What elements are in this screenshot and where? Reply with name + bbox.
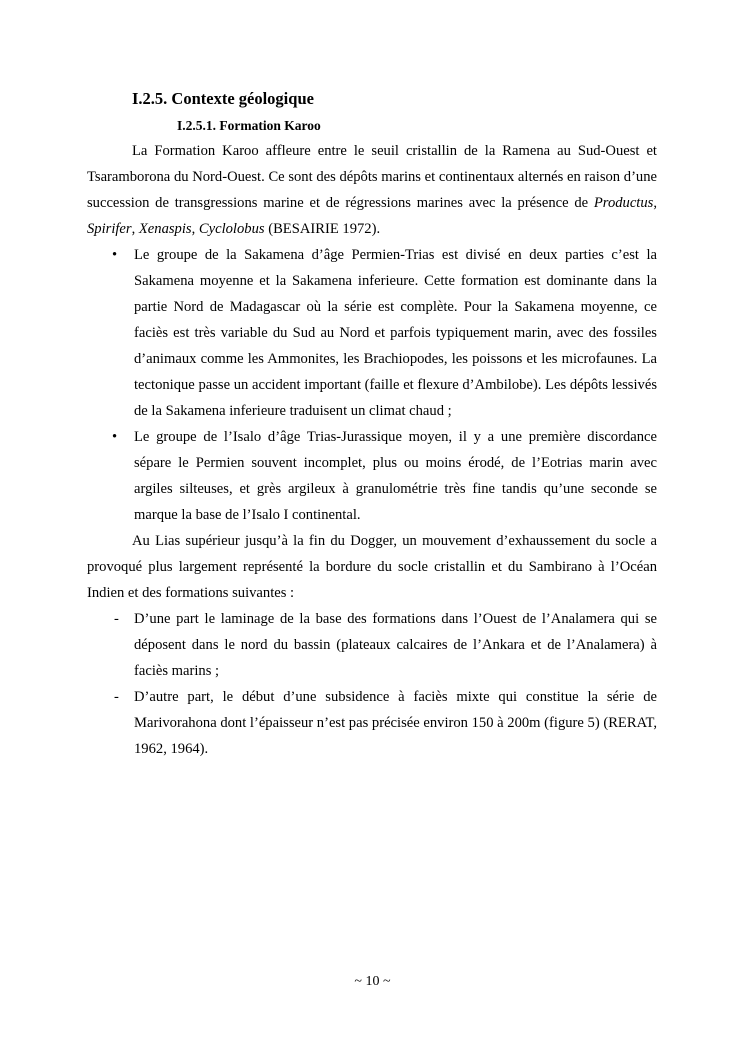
taxon-separator: ,	[191, 221, 199, 237]
taxon-xenaspis: Xenaspis	[138, 221, 192, 237]
taxon-cyclolobus: Cyclolobus	[198, 221, 265, 237]
list-item	[87, 684, 657, 762]
taxon-separator: ,	[653, 195, 657, 211]
taxon-productus: Productus	[593, 195, 654, 211]
lias-paragraph: Au Lias supérieur jusqu’à la fin du Dogger, un mouvement d’exhaussement du socle a provoqué plus largement représenté la bordure du socle cristallin et du Sambirano à l’Océan Indien et des formations suivantes :	[87, 533, 657, 601]
list-item	[87, 424, 657, 528]
list-item-text: D’autre part, le début d’une subsidence à faciès mixte qui constitue la série de Marivorahona dont l’épaisseur n’est pas précisée environ 150 à 200m (figure 5) (RERAT, 1962, 1964).	[134, 689, 657, 757]
bullet-list	[87, 242, 657, 528]
bullet-marker: •	[112, 429, 118, 445]
dash-marker: -	[114, 611, 119, 627]
intro-paragraph	[87, 138, 657, 242]
list-item-text: Le groupe de l’Isalo d’âge Trias-Jurassique moyen, il y a une première discordance sépare le Permien souvent incomplet, plus ou moins érodé, de l’Eotrias marin avec argiles silteuses, et grès argileux à granulométrie très fine tandis qu’une seconde se marque la base de l’Isalo I continental.	[134, 429, 657, 523]
subsection-heading: I.2.5.1. Formation Karoo	[177, 118, 321, 133]
list-item-text: D’une part le laminage de la base des formations dans l’Ouest de l’Analamera qui se déposent dans le nord du bassin (plateaux calcaires de l’Ankara et de l’Analamera) à faciès marins ;	[134, 611, 657, 679]
taxon-separator: ,	[131, 221, 139, 237]
dash-marker: -	[114, 689, 119, 705]
taxon-spirifer: Spirifer	[87, 221, 132, 237]
citation: (BESAIRIE 1972).	[264, 221, 381, 237]
page-content	[87, 86, 657, 762]
list-item-text: Le groupe de la Sakamena d’âge Permien-Trias est divisé en deux parties c’est la Sakamena moyenne et la Sakamena inferieure. Cette formation est dominante dans la partie Nord de Madagascar où la série est complète. Pour la Sakamena moyenne, ce faciès est très variable du Sud au Nord et parfois typiquement marin, avec des fossiles d’animaux comme les Ammonites, les Brachiopodes, les poissons et les microfaunes. La tectonique passe un accident important (faille et flexure d’Ambilobe). Les dépôts lessivés de la Sakamena inferieure traduisent un climat chaud ;	[134, 247, 657, 419]
list-item	[87, 606, 657, 684]
bullet-marker: •	[112, 247, 118, 263]
list-item	[87, 242, 657, 424]
page-number: ~ 10 ~	[354, 974, 391, 989]
section-heading: I.2.5. Contexte géologique	[132, 89, 314, 108]
intro-text: La Formation Karoo affleure entre le seuil cristallin de la Ramena au Sud-Ouest et Tsaramborona du Nord-Ouest. Ce sont des dépôts marins et continentaux alternés en raison d’une succession de transgressions marine et de régressions marines avec la présence de	[87, 143, 657, 211]
dash-list	[87, 606, 657, 762]
